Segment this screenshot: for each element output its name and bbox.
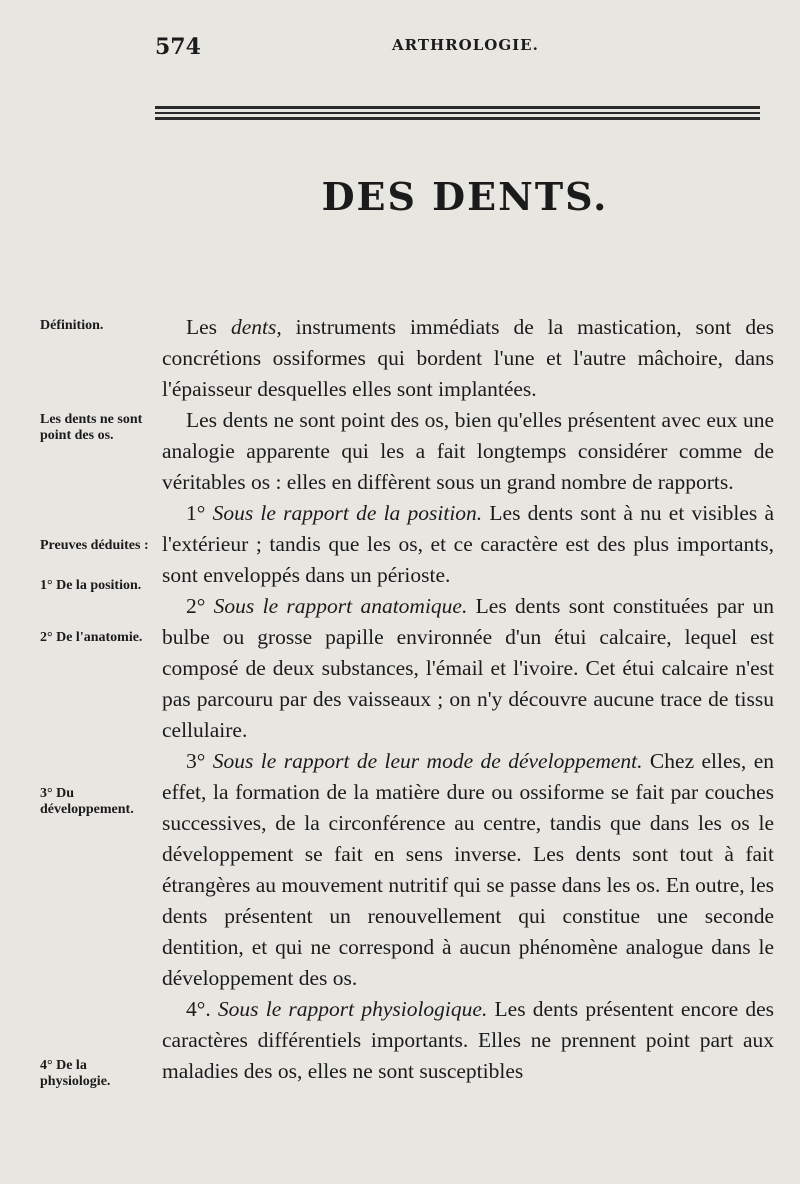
margin-note-physiology: 4° De la physiologie. xyxy=(40,1058,111,1089)
paragraph: 2° Sous le rapport anatomique. Les dents sont constituées par un bulbe ou grosse papille environnée d'un étui calcaire, lequel est composé de deux substances, l'émail et l'ivoire. Cet étui calcaire n'est pas parcouru par des vaisseaux ; on n'y découvre aucune trace de tissu cellulaire. xyxy=(162,594,774,742)
margin-note-anatomy: 2° De l'anatomie. xyxy=(40,630,143,645)
header-rule xyxy=(155,112,760,114)
chapter-title: DES DENTS. xyxy=(321,174,609,219)
margin-note-definition: Définition. xyxy=(40,318,104,333)
paragraph: 3° Sous le rapport de leur mode de développement. Chez elles, en effet, la formation de la matière dure ou ossiforme se fait par couches successives, de la circonférence au centre, tandis que dans les os le développement se fait en sens inverse. Les dents sont tout à fait étrangères au mouvement nutritif qui se passe dans les os. En outre, les dents présentent un renouvellement qui constitue une seconde dentition, et qui ne correspond à aucun phénomène analogue dans le développement des os. xyxy=(162,749,774,990)
paragraph: 1° Sous le rapport de la position. Les dents sont à nu et visibles à l'extérieur ; tandis que les os, et ce caractère est des plus importants, sont enveloppés dans un périoste. xyxy=(162,501,774,587)
body-text xyxy=(162,312,774,1087)
page-number: 574 xyxy=(155,34,201,60)
margin-note-position: 1° De la position. xyxy=(40,578,142,593)
running-title: ARTHROLOGIE. xyxy=(392,36,539,54)
margin-note-not-bones: Les dents ne sont point des os. xyxy=(40,412,143,443)
margin-note-proofs: Preuves déduites : xyxy=(40,538,149,553)
paragraph: 4°. Sous le rapport physiologique. Les dents présentent encore des caractères différentiels importants. Elles ne prennent point part aux maladies des os, elles ne sont susceptibles xyxy=(162,997,774,1083)
paragraph: Les dents, instruments immédiats de la mastication, sont des concrétions ossiformes qui bordent l'une et l'autre mâchoire, dans l'épaisseur desquelles elles sont implantées. xyxy=(162,315,774,401)
header-rule xyxy=(155,117,760,120)
header-rule xyxy=(155,106,760,109)
margin-note-development: 3° Du développement. xyxy=(40,786,134,817)
paragraph: Les dents ne sont point des os, bien qu'elles présentent avec eux une analogie apparente qui les a fait longtemps considérer comme de véritables os : elles en diffèrent sous un grand nombre de rapports. xyxy=(162,408,774,494)
